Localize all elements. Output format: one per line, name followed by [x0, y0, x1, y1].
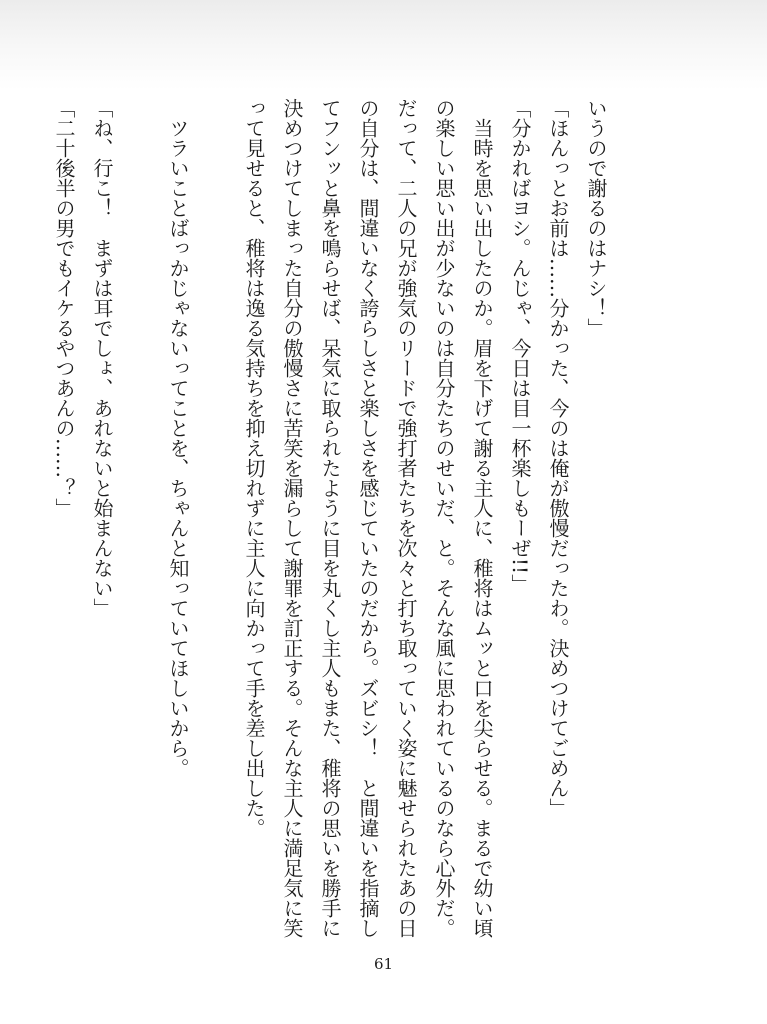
- text-paragraph: ツラいことばっかじゃないってことを、ちゃんと知っていてほしいから。: [166, 98, 190, 778]
- blank-line: [121, 98, 159, 938]
- page-top-shadow: [0, 0, 767, 90]
- blank-line: [197, 98, 235, 938]
- text-line: 「ほんっとお前は……分かった、今のは俺が傲慢だったわ。決めつけてごめん」: [546, 98, 570, 818]
- vertical-text-body: [45, 98, 615, 938]
- text-paragraph: 当時を思い出したのか。眉を下げて謝る主人に、稚将はムッと口を尖らせる。まるで幼い頃の楽しい思い出が少ないのは自分たちのせいだ、と。そんな風に思われているのなら心外だ。だって、二人の兄が強気のリードで強打者たちを次々と打ち取っていく姿に魅せられたあの日の自分は、間違いなく誇らしさと楽しさを感じていたのだから。ズビシ！ と間違いを指摘してフンッと鼻を鳴らせば、呆気に取られたように目を丸くし主人もまた、稚将の思いを勝手に決めつけてしまった自分の傲慢さに苦笑を漏らして謝罪を訂正する。そんな主人に満足気に笑って見せると、稚将は逸る気持ちを抑え切れずに主人に向かって手を差し出した。: [242, 98, 494, 938]
- text-line: 「二十後半の男でもイケるやつあんの……？」: [52, 98, 76, 518]
- text-line: 「ね、行こ！ まずは耳でしょ、あれないと始まんない」: [90, 98, 114, 618]
- text-line: 「分かればヨシ。んじゃ、今日は目一杯楽しもーぜ!!」: [508, 98, 532, 595]
- text-line: いうので謝るのはナシ！」: [584, 98, 608, 338]
- page-number: 61: [373, 955, 394, 973]
